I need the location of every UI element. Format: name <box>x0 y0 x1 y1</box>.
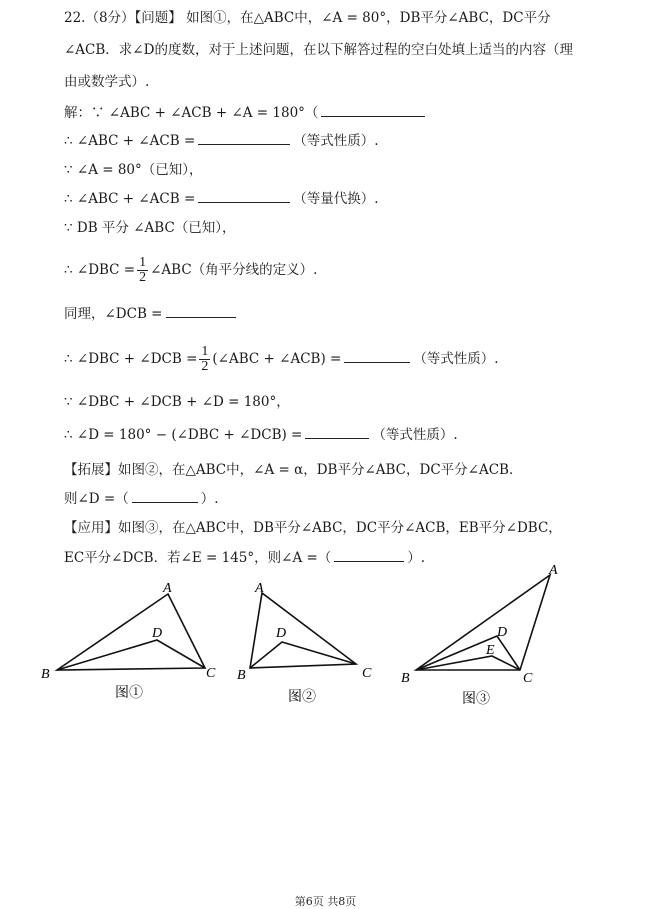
frac-denominator: 2 <box>201 359 209 374</box>
application-text: EC平分∠DCB．若∠E = 145°，则∠A =（ <box>64 550 332 566</box>
step-6-suffix: ∠ABC（角平分线的定义）. <box>150 262 318 278</box>
step-10-reason: （等式性质）. <box>372 427 458 443</box>
fig1-vertex-c: C <box>206 666 216 681</box>
solution-step-9: ∵ ∠DBC + ∠DCB + ∠D = 180°， <box>64 394 290 410</box>
fig3-vertex-c: C <box>523 671 533 686</box>
application-line-1: 【应用】如图③，在△ABC中，DB平分∠ABC，DC平分∠ACB，EB平分∠DBC， <box>64 520 562 536</box>
step-6-text: ∴ ∠DBC = <box>64 262 136 278</box>
fig1-vertex-a: A <box>163 581 172 596</box>
fig2-vertex-a: A <box>255 581 264 596</box>
fig3-angle-bdc <box>416 636 520 670</box>
application-suffix: ）. <box>407 550 426 566</box>
problem-line-3: 由或数学式）. <box>64 74 150 90</box>
step-4-reason: （等量代换）. <box>293 191 379 207</box>
problem-header: 22.（8分）【问题】 如图①，在△ABC中，∠A = 80°，DB平分∠ABC，DC平分 <box>64 10 551 26</box>
step-4-text: ∴ ∠ABC + ∠ACB = <box>64 191 196 207</box>
fig2-vertex-d: D <box>276 626 287 641</box>
frac-denominator: 2 <box>139 270 147 285</box>
step-2-text: ∴ ∠ABC + ∠ACB = <box>64 133 196 149</box>
fig3-vertex-e: E <box>486 643 495 658</box>
fig2-triangle-abc <box>250 593 356 668</box>
solution-step-5: ∵ DB 平分 ∠ABC（已知）， <box>64 220 236 236</box>
step-2-reason: （等式性质）. <box>293 133 379 149</box>
fig2-vertex-c: C <box>362 666 372 681</box>
fig3-triangle-abc <box>416 575 550 670</box>
fig1-vertex-d: D <box>152 626 163 641</box>
extension-text: 则∠D =（ <box>64 491 129 507</box>
step-8-reason: （等式性质）. <box>413 351 499 367</box>
page-footer: 第6页 共8页 <box>294 895 357 908</box>
problem-line-2: ∠ACB．求∠D的度数，对于上述问题，在以下解答过程的空白处填上适当的内容（理 <box>64 42 573 58</box>
step-10-text: ∴ ∠D = 180° − (∠DBC + ∠DCB) = <box>64 427 303 443</box>
step-1-text: 解：∵ ∠ABC + ∠ACB + ∠A = 180°（ <box>64 105 319 121</box>
step-8-mid: (∠ABC + ∠ACB) = <box>212 351 342 367</box>
solution-step-3: ∵ ∠A = 80°（已知）， <box>64 162 203 178</box>
step-7-text: 同理，∠DCB = <box>64 306 163 322</box>
extension-suffix: ）. <box>200 491 219 507</box>
extension-line-1: 【拓展】如图②，在△ABC中，∠A = α，DB平分∠ABC，DC平分∠ACB． <box>64 462 523 478</box>
fig3-caption: 图③ <box>462 691 490 707</box>
fig1-vertex-b: B <box>41 667 50 682</box>
fig2-caption: 图② <box>288 689 316 705</box>
fig3-vertex-d: D <box>497 625 508 640</box>
fig2-vertex-b: B <box>237 668 246 683</box>
fig1-caption: 图① <box>115 685 143 701</box>
frac-numerator: 1 <box>201 344 209 359</box>
frac-numerator: 1 <box>139 255 147 270</box>
step-8-text: ∴ ∠DBC + ∠DCB = <box>64 351 198 367</box>
fig1-triangle-abc <box>57 594 205 670</box>
fig3-vertex-b: B <box>401 671 410 686</box>
fig3-vertex-a: A <box>549 563 558 578</box>
